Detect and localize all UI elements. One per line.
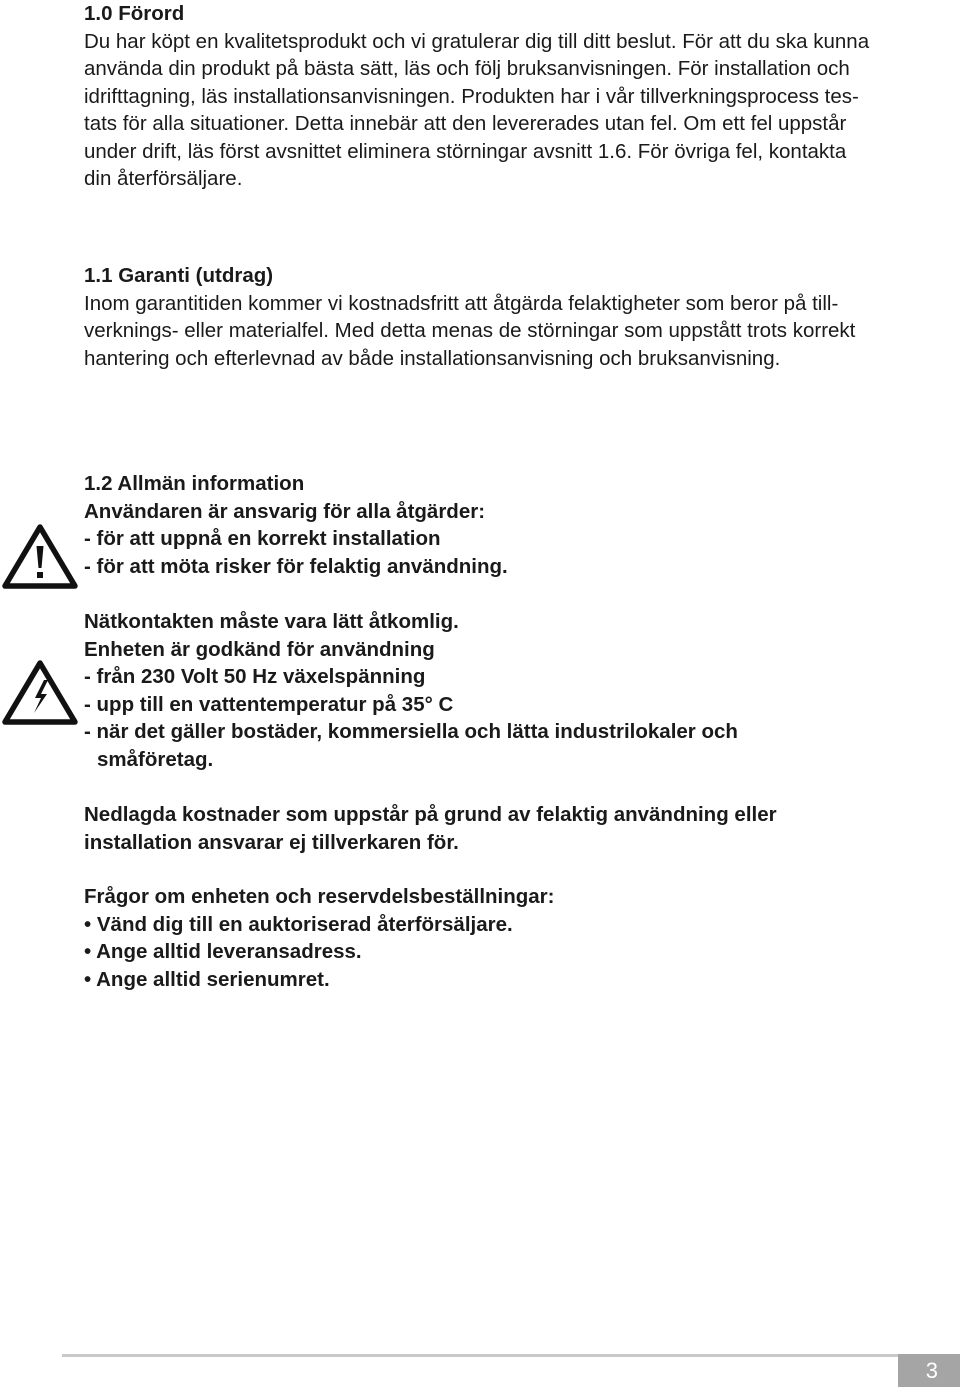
footer-rule xyxy=(62,1354,898,1357)
costs-line: installation ansvarar ej tillverkaren för. xyxy=(84,830,459,854)
paragraph-line: Inom garantitiden kommer vi kostnadsfritt att åtgärda felaktigheter som beror på till- xyxy=(84,291,839,315)
warning-triangle-icon xyxy=(0,522,80,592)
section-allman-information xyxy=(84,470,944,580)
bullet-item: • Vänd dig till en auktoriserad återförsäljare. xyxy=(84,912,513,936)
page-number-box xyxy=(898,1354,960,1387)
responsibility-item: - för att möta risker för felaktig användning. xyxy=(84,554,508,578)
section-questions xyxy=(84,883,944,993)
approval-item: - när det gäller bostäder, kommersiella och lätta industrilokaler och xyxy=(84,720,738,743)
section-approval xyxy=(84,608,944,773)
paragraph-line: idrifttagning, läs installationsanvisningen. Produkten har i vår tillverkningsprocess tes- xyxy=(84,84,859,108)
section-costs xyxy=(84,801,944,856)
approval-line: Nätkontakten måste vara lätt åtkomlig. xyxy=(84,610,459,633)
paragraph-line: din återförsäljare. xyxy=(84,167,243,190)
electric-shock-warning-icon xyxy=(0,658,80,728)
responsibility-item: - för att uppnå en korrekt installation xyxy=(84,527,441,550)
paragraph-line: använda din produkt på bästa sätt, läs och följ bruksanvisningen. För installation och xyxy=(84,57,850,80)
paragraph-line: tats för alla situationer. Detta innebär att den levererades utan fel. Om ett fel uppstår xyxy=(84,112,847,135)
approval-item: - från 230 Volt 50 Hz växelspänning xyxy=(84,665,426,688)
paragraph-line: under drift, läs först avsnittet eliminera störningar avsnitt 1.6. För övriga fel, kontakta xyxy=(84,139,847,163)
approval-item-continuation: småföretag. xyxy=(97,747,214,771)
section-heading: 1.1 Garanti (utdrag) xyxy=(84,264,274,287)
bullet-item: • Ange alltid leveransadress. xyxy=(84,940,362,963)
paragraph-line: verknings- eller materialfel. Med detta menas de störningar som uppstått trots korrekt xyxy=(84,319,856,342)
section-forord xyxy=(84,0,944,193)
questions-line: Frågor om enheten och reservdelsbeställningar: xyxy=(84,885,555,908)
responsibility-line: Användaren är ansvarig för alla åtgärder: xyxy=(84,499,486,523)
page-number: 3 xyxy=(925,1358,938,1383)
costs-line: Nedlagda kostnader som uppstår på grund av felaktig användning eller xyxy=(84,803,777,826)
section-heading: 1.0 Förord xyxy=(84,2,185,25)
bullet-item: • Ange alltid serienumret. xyxy=(84,967,330,991)
approval-line: Enheten är godkänd för användning xyxy=(84,637,435,661)
approval-item: - upp till en vattentemperatur på 35° C xyxy=(84,692,454,716)
section-heading: 1.2 Allmän information xyxy=(84,472,305,495)
paragraph-line: Du har köpt en kvalitetsprodukt och vi gratulerar dig till ditt beslut. För att du ska kunna xyxy=(84,29,870,53)
section-garanti xyxy=(84,262,944,372)
paragraph-line: hantering och efterlevnad av både installationsanvisning och bruksanvisning. xyxy=(84,346,781,370)
